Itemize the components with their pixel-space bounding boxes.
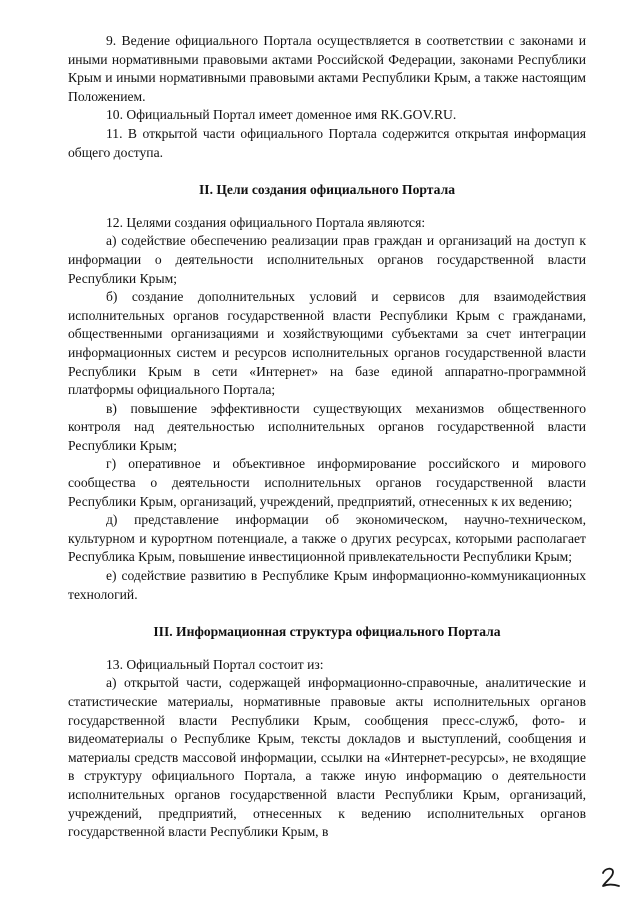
- paragraph-12: 12. Целями создания официального Портала являются:: [106, 214, 426, 230]
- paragraph-11: 11. В открытой части официального Портала содержится открытая информация общего доступа.: [68, 125, 586, 160]
- section-3-heading: III. Информационная структура официального Портала: [153, 624, 501, 640]
- paragraph-12-b: б) создание дополнительных условий и сервисов для взаимодействия исполнительных органов государственной власти Республики Крым с гражданами, общественными организациями и хозяйствующими субъектами за счет интеграции информационных систем и ресурсов исполнительных органов государственной власти Республики Крым в сети «Интернет» на базе единой аппаратно-программной платформы официального Портала;: [68, 289, 586, 398]
- paragraph-9: 9. Ведение официального Портала осуществляется в соответствии с законами и иными нормативными правовыми актами Российской Федерации, законами Республики Крым и иными нормативными правовыми актами Республики Крым, а также настоящим Положением.: [68, 33, 586, 104]
- paragraph-10: 10. Официальный Портал имеет доменное имя RK.GOV.RU.: [106, 107, 457, 123]
- paragraph-12-e: е) содействие развитию в Республике Крым информационно-коммуникационных технологий.: [68, 568, 586, 602]
- paragraph-12-a: а) содействие обеспечению реализации прав граждан и организаций на доступ к информации о деятельности исполнительных органов государственной власти Республики Крым;: [68, 233, 586, 286]
- document-page: [68, 32, 586, 842]
- paragraph-13-a: а) открытой части, содержащей информационно-справочные, аналитические и статистические материалы, нормативные правовые акты исполнительных органов государственной власти Республики Крым, сообщения пресс-служб, фото- и видеоматериалы о Республике Крым, тексты докладов и выступлений, сообщения и материалы средств массовой информации, ссылки на «Интернет-ресурсы», не входящие в структуру официального Портала, а также иную информацию о деятельности исполнительных органов государственной власти Республики Крым, организаций, учреждений, предприятий, отнесенных к ведению исполнительных органов государственной власти Республики Крым, в: [68, 675, 586, 840]
- paragraph-12-d: д) представление информации об экономическом, научно-техническом, культурном и курортном потенциале, а также о других ресурсах, которыми располагает Республика Крым, повышение инвестиционной привлекательности Республики Крым;: [68, 512, 586, 565]
- section-2-heading: II. Цели создания официального Портала: [198, 182, 455, 198]
- handwritten-page-number: [598, 865, 624, 891]
- paragraph-13: 13. Официальный Портал состоит из:: [106, 656, 324, 672]
- paragraph-12-g: г) оперативное и объективное информирование российского и мирового сообщества о деятельности исполнительных органов государственной власти Республики Крым, организаций, учреждений, предприятий, отнесенных к их ведению;: [68, 456, 586, 509]
- paragraph-12-v: в) повышение эффективности существующих механизмов общественного контроля над деятельностью исполнительных органов государственной власти Республики Крым;: [68, 400, 586, 453]
